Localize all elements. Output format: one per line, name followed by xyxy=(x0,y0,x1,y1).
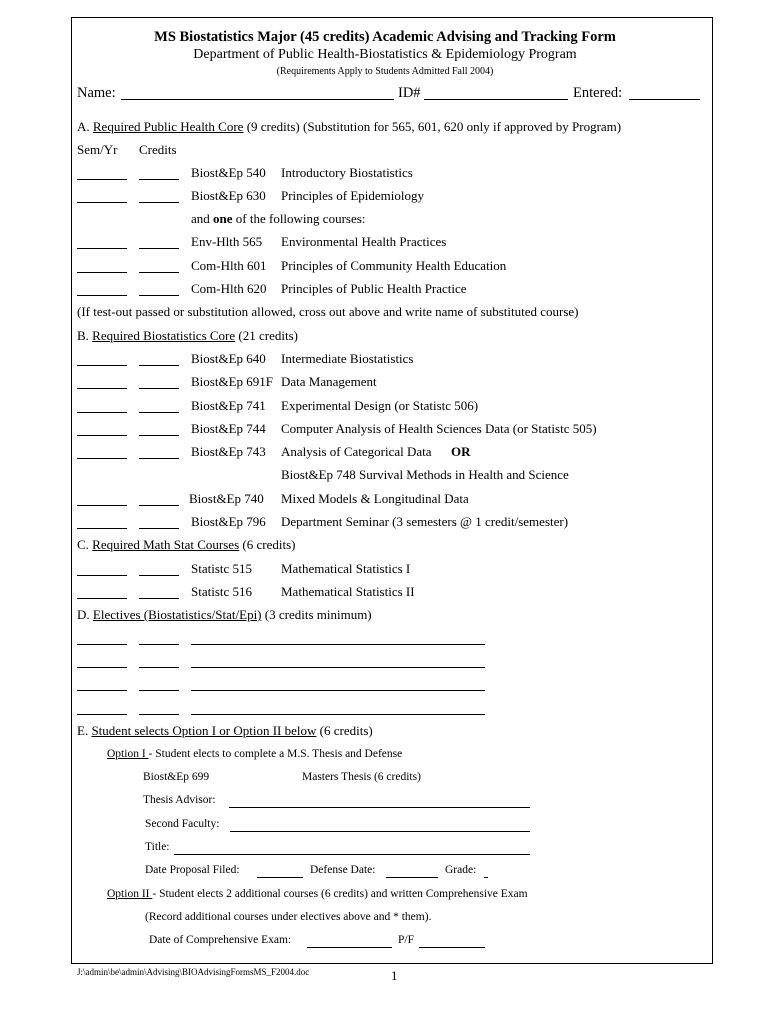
course-code: Biost&Ep 743 xyxy=(191,444,266,459)
course-code: Statistc 515 xyxy=(191,561,253,576)
course-title: Intermediate Biostatistics xyxy=(281,351,414,366)
one-of-instruction: and one of the following courses: xyxy=(191,211,366,226)
section-d-heading: D. Electives (Biostatistics/Stat/Epi) (3 credits minimum) xyxy=(77,607,372,622)
course-code: Com-Hlth 620 xyxy=(191,281,267,296)
pf-label: P/F xyxy=(398,934,414,946)
sem-field[interactable] xyxy=(77,272,127,273)
second-faculty-label: Second Faculty: xyxy=(145,818,220,830)
credits-field[interactable] xyxy=(139,295,179,296)
name-label: Name: xyxy=(77,85,116,101)
credits-field[interactable] xyxy=(139,272,179,273)
course-title: Environmental Health Practices xyxy=(281,234,447,249)
id-label: ID# xyxy=(398,85,421,101)
sem-field[interactable] xyxy=(77,435,127,436)
course-code: Biost&Ep 540 xyxy=(191,165,266,180)
elective-sem-field[interactable] xyxy=(77,690,127,691)
thesis-course-code: Biost&Ep 699 xyxy=(143,771,210,783)
section-c-heading: C. Required Math Stat Courses (6 credits) xyxy=(77,537,296,552)
course-title: Mathematical Statistics I xyxy=(281,561,411,576)
sem-field[interactable] xyxy=(77,295,127,296)
defense-date-field[interactable] xyxy=(386,877,438,878)
course-title: Principles of Community Health Education xyxy=(281,258,507,273)
credits-field[interactable] xyxy=(139,179,179,180)
thesis-advisor-field[interactable] xyxy=(229,807,530,808)
credits-field[interactable] xyxy=(139,435,179,436)
form-title: MS Biostatistics Major (45 credits) Academic Advising and Tracking Form xyxy=(154,29,616,45)
testout-note: (If test-out passed or substitution allowed, cross out above and write name of substituted course) xyxy=(77,304,579,319)
second-faculty-field[interactable] xyxy=(230,831,530,832)
course-title: Computer Analysis of Health Sciences Data (or Statistc 505) xyxy=(281,421,597,436)
credits-field[interactable] xyxy=(139,598,179,599)
elective-course-field[interactable] xyxy=(191,714,485,715)
sem-field[interactable] xyxy=(77,388,127,389)
elective-sem-field[interactable] xyxy=(77,714,127,715)
course-code: Biost&Ep 796 xyxy=(191,514,266,529)
course-code: Biost&Ep 744 xyxy=(191,421,266,436)
course-title: Principles of Public Health Practice xyxy=(281,281,467,296)
page-number: 1 xyxy=(391,968,398,983)
entered-label: Entered: xyxy=(573,85,623,101)
section-e-heading: E. Student selects Option I or Option II below (6 credits) xyxy=(77,723,373,738)
course-title: Mathematical Statistics II xyxy=(281,584,415,599)
thesis-title-field[interactable] xyxy=(174,854,530,855)
department-subtitle: Department of Public Health-Biostatistics & Epidemiology Program xyxy=(193,47,577,62)
date-proposal-label: Date Proposal Filed: xyxy=(145,864,240,876)
elective-credits-field[interactable] xyxy=(139,667,179,668)
or-label: OR xyxy=(451,444,471,459)
credits-field[interactable] xyxy=(139,365,179,366)
sem-field[interactable] xyxy=(77,202,127,203)
course-code: Com-Hlth 601 xyxy=(191,258,267,273)
grade-label: Grade: xyxy=(445,864,477,876)
grade-field[interactable] xyxy=(484,877,488,878)
elective-course-field[interactable] xyxy=(191,644,485,645)
sem-field[interactable] xyxy=(77,365,127,366)
sem-field[interactable] xyxy=(77,575,127,576)
course-title: Analysis of Categorical Data xyxy=(281,444,432,459)
course-code: Env-Hlth 565 xyxy=(191,234,263,249)
sem-field[interactable] xyxy=(77,598,127,599)
elective-sem-field[interactable] xyxy=(77,667,127,668)
entered-field[interactable] xyxy=(629,99,700,100)
name-field[interactable] xyxy=(121,99,394,100)
elective-credits-field[interactable] xyxy=(139,644,179,645)
defense-date-label: Defense Date: xyxy=(310,864,376,876)
elective-credits-field[interactable] xyxy=(139,714,179,715)
file-path: J:\admin\be\admin\Advising\BIOAdvisingFormsMS_F2004.doc xyxy=(77,967,310,977)
course-title: Data Management xyxy=(281,374,377,389)
sem-field[interactable] xyxy=(77,179,127,180)
course-title: Department Seminar (3 semesters @ 1 credit/semester) xyxy=(281,514,569,529)
course-code: Biost&Ep 640 xyxy=(191,351,266,366)
elective-credits-field[interactable] xyxy=(139,690,179,691)
credits-field[interactable] xyxy=(139,202,179,203)
col-sem-yr: Sem/Yr xyxy=(77,142,118,157)
requirements-note: (Requirements Apply to Students Admitted Fall 2004) xyxy=(276,66,494,77)
section-a-heading: A. Required Public Health Core (9 credits) (Substitution for 565, 601, 620 only if approved by Program) xyxy=(77,119,622,134)
credits-field[interactable] xyxy=(139,248,179,249)
course-title: Experimental Design (or Statistc 506) xyxy=(281,398,479,413)
elective-sem-field[interactable] xyxy=(77,644,127,645)
col-credits: Credits xyxy=(139,142,177,157)
section-b-heading: B. Required Biostatistics Core (21 credits) xyxy=(77,328,298,343)
elective-course-field[interactable] xyxy=(191,690,485,691)
credits-field[interactable] xyxy=(139,575,179,576)
course-code: Biost&Ep 630 xyxy=(191,188,266,203)
date-proposal-field[interactable] xyxy=(257,877,303,878)
course-code: Statistc 516 xyxy=(191,584,253,599)
id-field[interactable] xyxy=(424,99,568,100)
pf-field[interactable] xyxy=(419,947,485,948)
course-title: Mixed Models & Longitudinal Data xyxy=(281,491,469,506)
course-code: Biost&Ep 741 xyxy=(191,398,266,413)
comp-exam-date-label: Date of Comprehensive Exam: xyxy=(149,934,292,946)
sem-field[interactable] xyxy=(77,412,127,413)
option-1: Option I - Student elects to complete a M.S. Thesis and Defense xyxy=(107,748,403,760)
credits-field[interactable] xyxy=(139,505,179,506)
credits-field[interactable] xyxy=(139,528,179,529)
option-2: Option II - Student elects 2 additional courses (6 credits) and written Comprehensive Exam xyxy=(107,888,528,900)
credits-field[interactable] xyxy=(139,458,179,459)
sem-field[interactable] xyxy=(77,505,127,506)
credits-field[interactable] xyxy=(139,412,179,413)
course-title: Introductory Biostatistics xyxy=(281,165,413,180)
course-code: Biost&Ep 691F xyxy=(191,374,273,389)
credits-field[interactable] xyxy=(139,388,179,389)
course-code: Biost&Ep 740 xyxy=(189,491,264,506)
course-title: Principles of Epidemiology xyxy=(281,188,424,203)
elective-course-field[interactable] xyxy=(191,667,485,668)
thesis-title-label: Title: xyxy=(145,841,170,853)
thesis-advisor-label: Thesis Advisor: xyxy=(143,794,216,806)
sem-field[interactable] xyxy=(77,458,127,459)
thesis-course-title: Masters Thesis (6 credits) xyxy=(302,771,421,783)
sem-field[interactable] xyxy=(77,528,127,529)
record-note: (Record additional courses under electives above and * them). xyxy=(145,911,432,923)
sem-field[interactable] xyxy=(77,248,127,249)
alternate-course: Biost&Ep 748 Survival Methods in Health and Science xyxy=(281,467,569,482)
comp-exam-date-field[interactable] xyxy=(307,947,392,948)
